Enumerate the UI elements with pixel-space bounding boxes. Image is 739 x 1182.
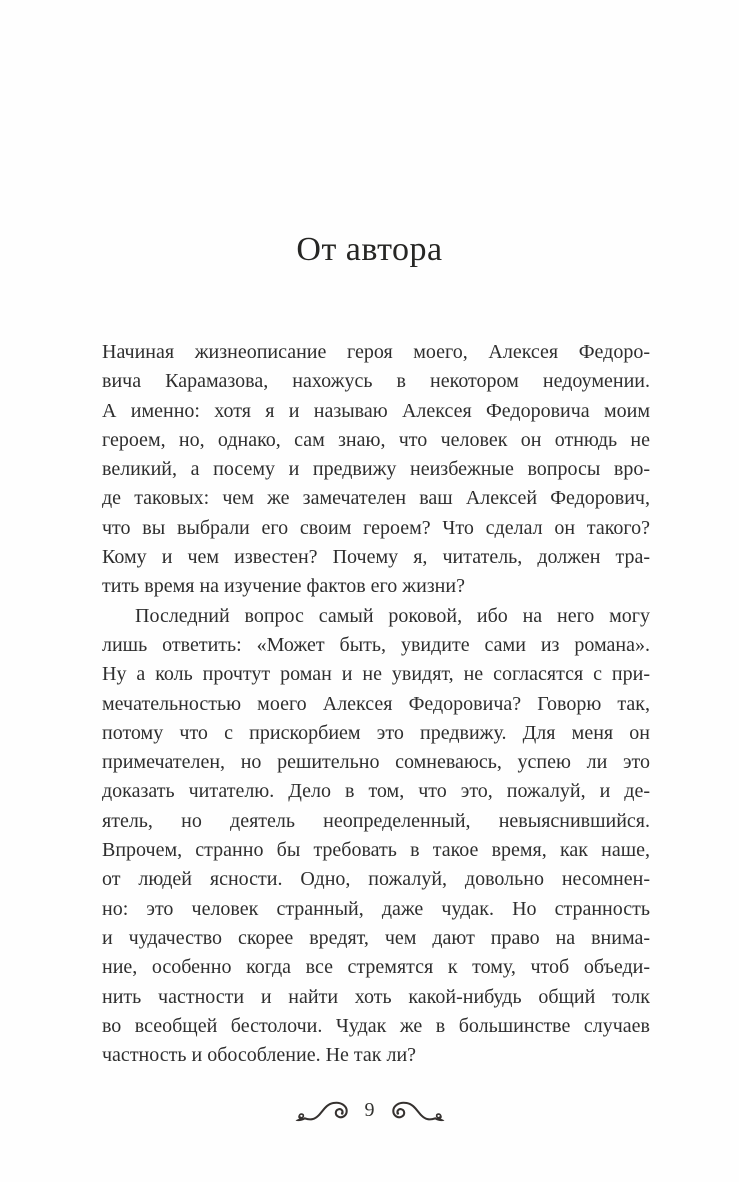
- text-line: мечательностью моего Алексея Федоровича? Говорю так,: [102, 692, 650, 715]
- text-line: Ну а коль прочтут роман и не увидят, не согласятся с при-: [102, 663, 650, 686]
- text-line: героем, но, однако, сам знаю, что человек он отнюдь не: [102, 428, 650, 451]
- text-line: лишь ответить: «Может быть, увидите сами из романа».: [102, 633, 650, 656]
- chapter-title: От автора: [296, 231, 443, 268]
- text-line: ятель, но деятель неопределенный, невыяснившийся.: [102, 809, 650, 832]
- text-line: от людей ясности. Одно, пожалуй, довольно несомнен-: [102, 868, 650, 891]
- text-line: тить время на изучение фактов его жизни?: [102, 575, 465, 598]
- text-line: ние, особенно когда все стремятся к тому, чтоб объеди-: [102, 956, 650, 979]
- flourish-left-icon: [295, 1098, 352, 1124]
- text-line: Впрочем, странно бы требовать в такое время, как наше,: [102, 839, 650, 862]
- text-line: и чудачество скорее вредят, чем дают право на внима-: [102, 926, 650, 949]
- text-line: де таковых: чем же замечателен ваш Алексей Федорович,: [102, 487, 650, 510]
- text-line: потому что с прискорбием это предвижу. Для меня он: [102, 721, 650, 744]
- page-number: 9: [364, 1098, 375, 1121]
- text-line: что вы выбрали его своим героем? Что сделал он такого?: [102, 516, 650, 539]
- text-line: великий, а посему и предвижу неизбежные вопросы вро-: [102, 458, 650, 481]
- text-line: во всеобщей бестолочи. Чудак же в большинстве случаев: [102, 1014, 650, 1037]
- page-footer: [0, 1098, 739, 1124]
- text-line: доказать читателю. Дело в том, что это, пожалуй, и де-: [102, 780, 650, 803]
- text-line: частность и обособление. Не так ли?: [102, 1044, 417, 1067]
- paragraph: [102, 338, 650, 602]
- text-line: примечателен, но решительно сомневаюсь, успею ли это: [102, 751, 650, 774]
- text-line: но: это человек странный, даже чудак. Но странность: [102, 897, 650, 920]
- text-line: нить частности и найти хоть какой-нибудь общий толк: [102, 985, 650, 1008]
- text-line: Последний вопрос самый роковой, ибо на него могу: [135, 604, 650, 627]
- text-line: Начиная жизнеописание героя моего, Алексея Федоро-: [102, 341, 650, 363]
- text-line: вича Карамазова, нахожусь в некотором недоумении.: [102, 370, 650, 393]
- paragraph: [102, 602, 650, 1071]
- flourish-right-icon: [388, 1098, 445, 1124]
- text-line: А именно: хотя я и называю Алексея Федоровича моим: [102, 399, 650, 422]
- text-line: Кому и чем известен? Почему я, читатель, должен тра-: [102, 546, 650, 569]
- body-text: [102, 338, 650, 1070]
